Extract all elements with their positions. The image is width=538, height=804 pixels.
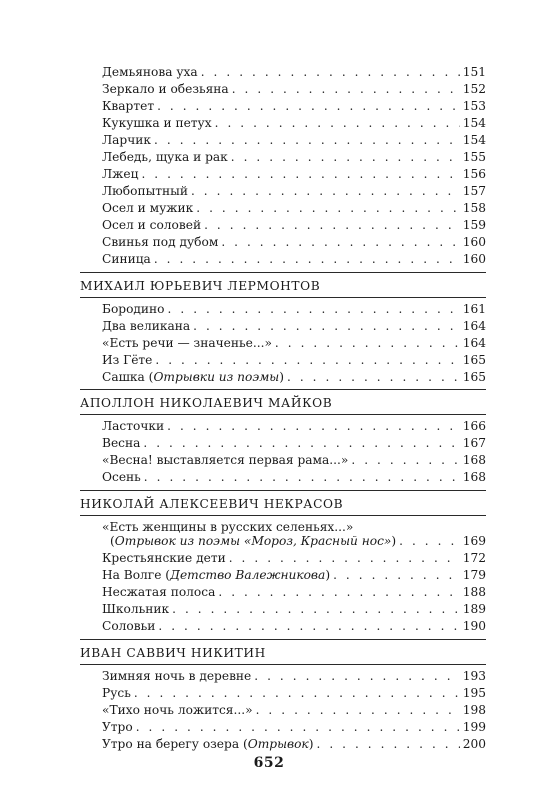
entry-page: 158 [462, 201, 486, 215]
entry-page: 193 [462, 669, 486, 683]
entry-page: 154 [462, 133, 486, 147]
entry-page: 168 [462, 453, 486, 467]
section-divider [80, 490, 486, 491]
leader-dots [143, 435, 459, 451]
toc-entry [102, 369, 486, 385]
toc-entry-continuation [110, 533, 486, 549]
leader-dots [229, 550, 460, 566]
entry-page: 154 [462, 116, 486, 130]
leader-dots [221, 234, 459, 250]
entry-page: 172 [462, 551, 486, 565]
entry-title: «Тихо ночь ложится...» [102, 703, 253, 717]
entry-page: 168 [462, 470, 486, 484]
entry-title: Кукушка и петух [102, 116, 212, 130]
entry-title: Из Гёте [102, 353, 153, 367]
entry-title: Школьник [102, 602, 170, 616]
section-divider [80, 297, 486, 298]
section-divider [80, 664, 486, 665]
entry-page: 161 [462, 302, 486, 316]
entry-page: 188 [462, 585, 486, 599]
leader-dots [232, 81, 460, 97]
entry-title: Бородино [102, 302, 165, 316]
toc-entry [102, 200, 486, 216]
entry-page: 152 [462, 82, 486, 96]
toc-entry [102, 469, 486, 485]
leader-dots [144, 469, 460, 485]
entry-title [102, 567, 330, 583]
section-divider [80, 272, 486, 273]
entry-page: 151 [462, 65, 486, 79]
entry-page: 166 [462, 419, 486, 433]
leader-dots [155, 352, 459, 368]
toc-entry [102, 301, 486, 317]
entry-title: Крестьянские дети [102, 551, 226, 565]
entry-page: 160 [462, 235, 486, 249]
entry-page: 165 [462, 353, 486, 367]
toc-entry [102, 64, 486, 80]
leader-dots [134, 685, 460, 701]
toc-entry [102, 352, 486, 368]
entry-page: 179 [462, 568, 486, 582]
leader-dots [141, 166, 459, 182]
toc-entry [102, 81, 486, 97]
entry-title: Лжец [102, 167, 139, 181]
page-number: 652 [253, 755, 285, 771]
entry-title-italic: Отрывок из поэмы «Мороз, Красный нос» [114, 534, 392, 548]
entry-title: Синица [102, 252, 151, 266]
toc-entry [102, 418, 486, 434]
entry-title-text: Утро на берегу озера ( [102, 737, 248, 751]
entry-page: 199 [462, 720, 486, 734]
section-divider [80, 639, 486, 640]
toc-entry [102, 618, 486, 634]
toc-entry [102, 251, 486, 267]
entry-page: 167 [462, 436, 486, 450]
leader-dots [201, 64, 460, 80]
entry-title: Два великана [102, 319, 191, 333]
leader-dots [399, 533, 460, 549]
leader-dots [191, 183, 460, 199]
toc-entry [102, 98, 486, 114]
leader-dots [287, 369, 460, 385]
section-divider [80, 414, 486, 415]
leader-dots [193, 318, 460, 334]
toc-entry [102, 668, 486, 684]
entry-title: Зеркало и обезьяна [102, 82, 229, 96]
toc-entry [102, 550, 486, 566]
entry-page: 165 [462, 370, 486, 384]
entry-title [102, 736, 313, 752]
leader-dots [218, 584, 459, 600]
entry-title-end: ) [391, 534, 397, 548]
leader-dots [204, 217, 460, 233]
entry-title: Свинья под дубом [102, 235, 219, 249]
entry-page: 169 [462, 534, 486, 548]
leader-dots [158, 618, 459, 634]
toc-entry [102, 335, 486, 351]
toc-entry [102, 736, 486, 752]
entry-page: 195 [462, 686, 486, 700]
toc-entry [102, 719, 486, 735]
toc-entry [102, 183, 486, 199]
entry-title: Несжатая полоса [102, 585, 216, 599]
author-heading: АПОЛЛОН НИКОЛАЕВИЧ МАЙКОВ [80, 396, 333, 410]
leader-dots [154, 251, 460, 267]
entry-title: Любопытный [102, 184, 188, 198]
author-heading: МИХАИЛ ЮРЬЕВИЧ ЛЕРМОНТОВ [80, 279, 321, 293]
entry-page: 159 [462, 218, 486, 232]
leader-dots [275, 335, 460, 351]
toc-entry [102, 567, 486, 583]
toc-entry [102, 435, 486, 451]
entry-title-text: Сашка ( [102, 370, 154, 384]
leader-dots [196, 200, 459, 216]
leader-dots [172, 601, 460, 617]
entry-title [102, 369, 284, 385]
leader-dots [254, 668, 459, 684]
leader-dots [316, 736, 459, 752]
toc-entry [102, 115, 486, 131]
entry-title-italic: Детство Валежникова [170, 568, 326, 582]
entry-title-end: ) [325, 568, 331, 582]
entry-title-italic: Отрывок [247, 737, 309, 751]
toc-entry [102, 318, 486, 334]
entry-title: «Есть речи — значенье...» [102, 336, 272, 350]
entry-page: 198 [462, 703, 486, 717]
entry-title [110, 533, 396, 549]
leader-dots [136, 719, 460, 735]
leader-dots [351, 452, 459, 468]
leader-dots [256, 702, 460, 718]
toc-entry [102, 149, 486, 165]
toc-entry [102, 584, 486, 600]
leader-dots [167, 418, 460, 434]
entry-page: 164 [462, 319, 486, 333]
entry-title-text: На Волге ( [102, 568, 171, 582]
leader-dots [333, 567, 460, 583]
entry-title: Утро [102, 720, 133, 734]
entry-title: Ларчик [102, 133, 152, 147]
entry-page: 190 [462, 619, 486, 633]
entry-page: 200 [462, 737, 486, 751]
toc-entry [102, 132, 486, 148]
entry-page: 164 [462, 336, 486, 350]
leader-dots [231, 149, 460, 165]
leader-dots [168, 301, 460, 317]
leader-dots [154, 132, 460, 148]
leader-dots [157, 98, 460, 114]
entry-title: «Есть женщины в русских селеньях...» [102, 520, 354, 534]
toc-entry [102, 685, 486, 701]
entry-title: Русь [102, 686, 131, 700]
entry-title-italic: Отрывки из поэмы [153, 370, 280, 384]
toc-entry [102, 166, 486, 182]
entry-page: 156 [462, 167, 486, 181]
section-divider [80, 515, 486, 516]
toc-entry [102, 601, 486, 617]
entry-title: Квартет [102, 99, 155, 113]
entry-title: Весна [102, 436, 141, 450]
entry-page: 160 [462, 252, 486, 266]
toc-entry [102, 234, 486, 250]
entry-title: Осел и мужик [102, 201, 194, 215]
entry-title: Зимняя ночь в деревне [102, 669, 252, 683]
entry-page: 157 [462, 184, 486, 198]
entry-title: «Весна! выставляется первая рама...» [102, 453, 349, 467]
entry-page: 155 [462, 150, 486, 164]
entry-title: Демьянова уха [102, 65, 198, 79]
author-heading: ИВАН САВВИЧ НИКИТИН [80, 646, 266, 660]
leader-dots [215, 115, 460, 131]
entry-title: Лебедь, щука и рак [102, 150, 228, 164]
author-heading: НИКОЛАЙ АЛЕКСЕЕВИЧ НЕКРАСОВ [80, 497, 344, 511]
entry-title-end: ) [279, 370, 284, 384]
entry-title: Соловьи [102, 619, 156, 633]
toc-entry [102, 702, 486, 718]
entry-page: 153 [462, 99, 486, 113]
entry-title: Осел и соловей [102, 218, 202, 232]
entry-title: Ласточки [102, 419, 165, 433]
entry-title: Осень [102, 470, 141, 484]
toc-entry [102, 217, 486, 233]
entry-title-text: ( [110, 534, 115, 548]
entry-title-end: ) [308, 737, 314, 751]
section-divider [80, 389, 486, 390]
toc-entry [102, 452, 486, 468]
entry-page: 189 [462, 602, 486, 616]
